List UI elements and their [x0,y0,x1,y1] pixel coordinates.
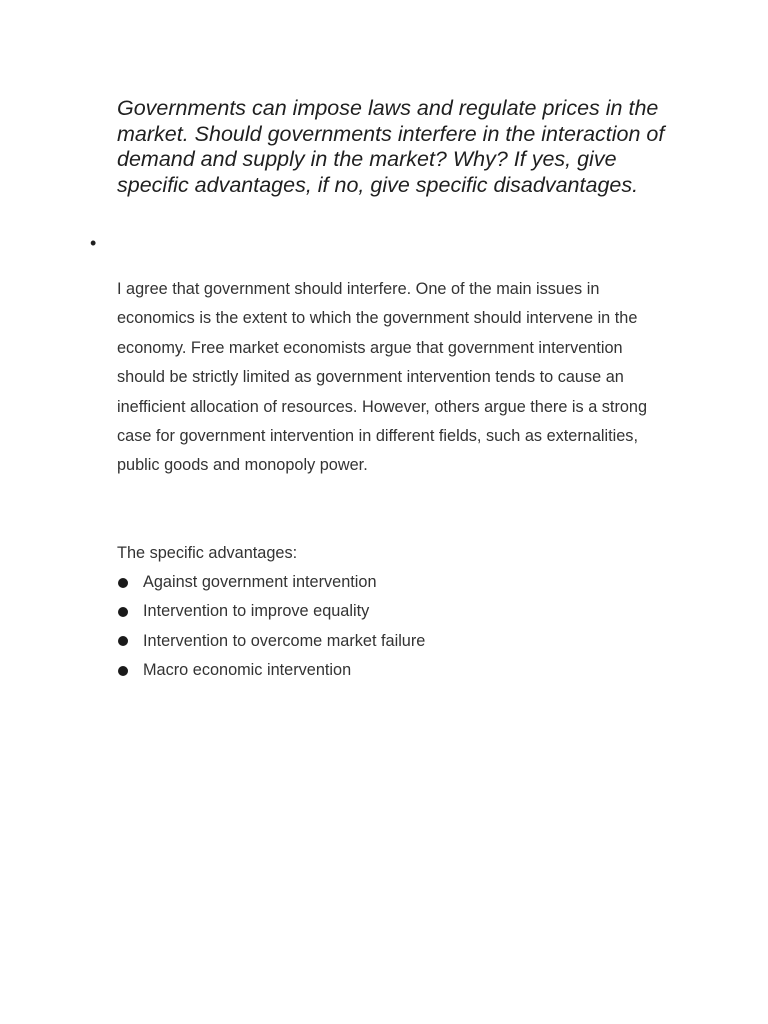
bullet-dot-icon [118,666,128,676]
list-item-label: Macro economic intervention [143,661,352,680]
list-item-label: Intervention to overcome market failure [143,631,426,650]
list-item [117,568,425,597]
list-item [117,597,425,626]
bullet-dot-icon [118,607,128,617]
bullet-dot-icon [118,578,128,588]
advantages-heading: The specific advantages: [117,544,298,562]
list-item-label: Against government intervention [143,573,377,591]
empty-bullet: • [90,233,97,253]
list-item [117,627,425,656]
advantages-list [117,568,425,686]
question-text: Governments can impose laws and regulate prices in the market. Should governments interfere in the interaction of demand and supply in the market? Why? If yes, give specific advantages, if no, give specific disadvantages. [117,96,665,197]
answer-paragraph: I agree that government should interfere. One of the main issues in economics is the extent to which the government should intervene in the economy. Free market economists argue that government intervention should be strictly limited as government intervention tends to cause an inefficient allocation of resources. However, others argue there is a strong case for government intervention in different fields, such as externalities, public goods and monopoly power. [117,280,648,475]
bullet-dot-icon [118,636,128,646]
list-item-label: Intervention to improve equality [143,602,370,621]
list-item [117,656,425,685]
